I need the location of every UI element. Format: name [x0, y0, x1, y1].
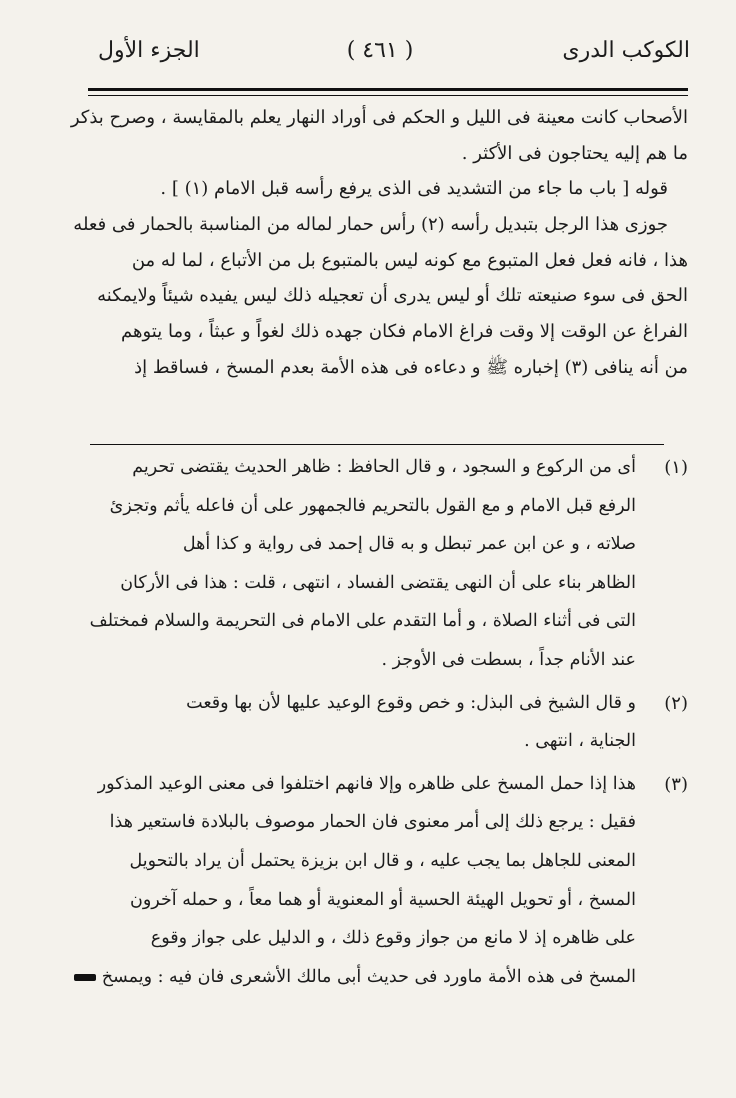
- footnote-line-text: المسخ فى هذه الأمة ماورد فى حديث أبى مالك الأشعرى فان فيه : ويمسخ: [101, 966, 636, 987]
- footnote-line: الجناية ، انتهى .: [524, 731, 636, 752]
- footnote-3: [48, 765, 688, 997]
- header-rule-thick: [88, 88, 688, 91]
- footnote-line: و قال الشيخ فى البذل: و خص وقوع الوعيد عليها لأن بها وقعت: [186, 692, 636, 713]
- footnote-line: الرفع قبل الامام و مع القول بالتحريم فالجمهور على أن فاعله يأثم وتجزئ: [109, 495, 636, 516]
- footnote-line: الظاهر بناء على أن النهى يقتضى الفساد ، انتهى ، قلت : هذا فى الأركان: [120, 572, 636, 593]
- footnote-separator: [90, 444, 664, 445]
- footnote-line: التى فى أثناء الصلاة ، و أما التقدم على الامام فى التحريمة والسلام فمختلف: [89, 611, 636, 632]
- footnote-number: (١): [664, 457, 688, 478]
- footnote-line: على ظاهره إذ لا مانع من جواز وقوع ذلك ، و الدليل على جواز وقوع: [150, 928, 636, 949]
- footnote-1: [48, 448, 688, 680]
- text-line: جوزى هذا الرجل بتبديل رأسه (٢) رأس حمار لماله من المناسبة بالحمار فى فعله: [73, 214, 668, 236]
- chapter-heading-line: قوله [ باب ما جاء من التشديد فى الذى يرفع رأسه قبل الامام (١) ] .: [160, 178, 668, 200]
- footnotes: [48, 448, 688, 996]
- text-line: الحق فى سوء صنيعته تلك أو ليس يدرى أن تعجيله ذلك ليس يفيده شيئاً ولايمكنه: [97, 285, 688, 307]
- footnote-line: أى من الركوع و السجود ، و قال الحافظ : ظاهر الحديث يقتضى تحريم: [132, 457, 636, 477]
- page-number: ( ٤٦١ ): [346, 38, 414, 63]
- footnote-2: [48, 684, 688, 761]
- text-line: هذا ، فانه فعل فعل المتبوع مع كونه ليس بالمتبوع بل من الأتباع ، لما له من: [131, 249, 688, 271]
- footnote-line: صلاته ، و عن ابن عمر تبطل و به قال إحمد فى رواية و كذا أهل: [182, 534, 636, 555]
- footnote-line: المسخ ، أو تحويل الهيئة الحسية أو المعنوية أو هما معاً ، و حمله آخرون: [130, 889, 636, 910]
- footnote-line: عند الأنام جداً ، بسطت فى الأوجز .: [381, 649, 636, 670]
- volume-label: الجزء الأول: [98, 38, 200, 63]
- footnote-number: (٢): [664, 692, 688, 714]
- footnote-line: فقيل : يرجع ذلك إلى أمر معنوى فان الحمار موصوف بالبلادة فاستعير هذا: [109, 812, 636, 833]
- footnote-line: المعنى للجاهل بما يجب عليه ، و قال ابن بزيزة يحتمل أن يراد بالتحويل: [129, 850, 636, 871]
- footnote-line: [48, 958, 636, 997]
- main-text: [48, 100, 688, 386]
- header-rule-thin: [88, 95, 688, 96]
- text-line: الأصحاب كانت معينة فى الليل و الحكم فى أوراد النهار يعلم بالمقايسة ، وصرح بذكر: [70, 107, 688, 128]
- continuation-mark-icon: [74, 974, 96, 981]
- page-header: [70, 32, 690, 72]
- text-line: من أنه ينافى (٣) إخباره ﷺ و دعاءه فى هذه الأمة بعدم المسخ ، فساقط إذ: [134, 356, 688, 378]
- text-line: الفراغ عن الوقت إلا وقت فراغ الامام فكان جهده ذلك لغواً و عبثاً ، وما يتوهم: [121, 321, 688, 343]
- book-title: الكوكب الدرى: [562, 38, 690, 63]
- footnote-line: هذا إذا حمل المسخ على ظاهره وإلا فانهم اختلفوا فى معنى الوعيد المذكور: [97, 773, 636, 794]
- footnote-number: (٣): [664, 773, 688, 795]
- text-line: ما هم إليه يحتاجون فى الأكثر .: [461, 142, 688, 164]
